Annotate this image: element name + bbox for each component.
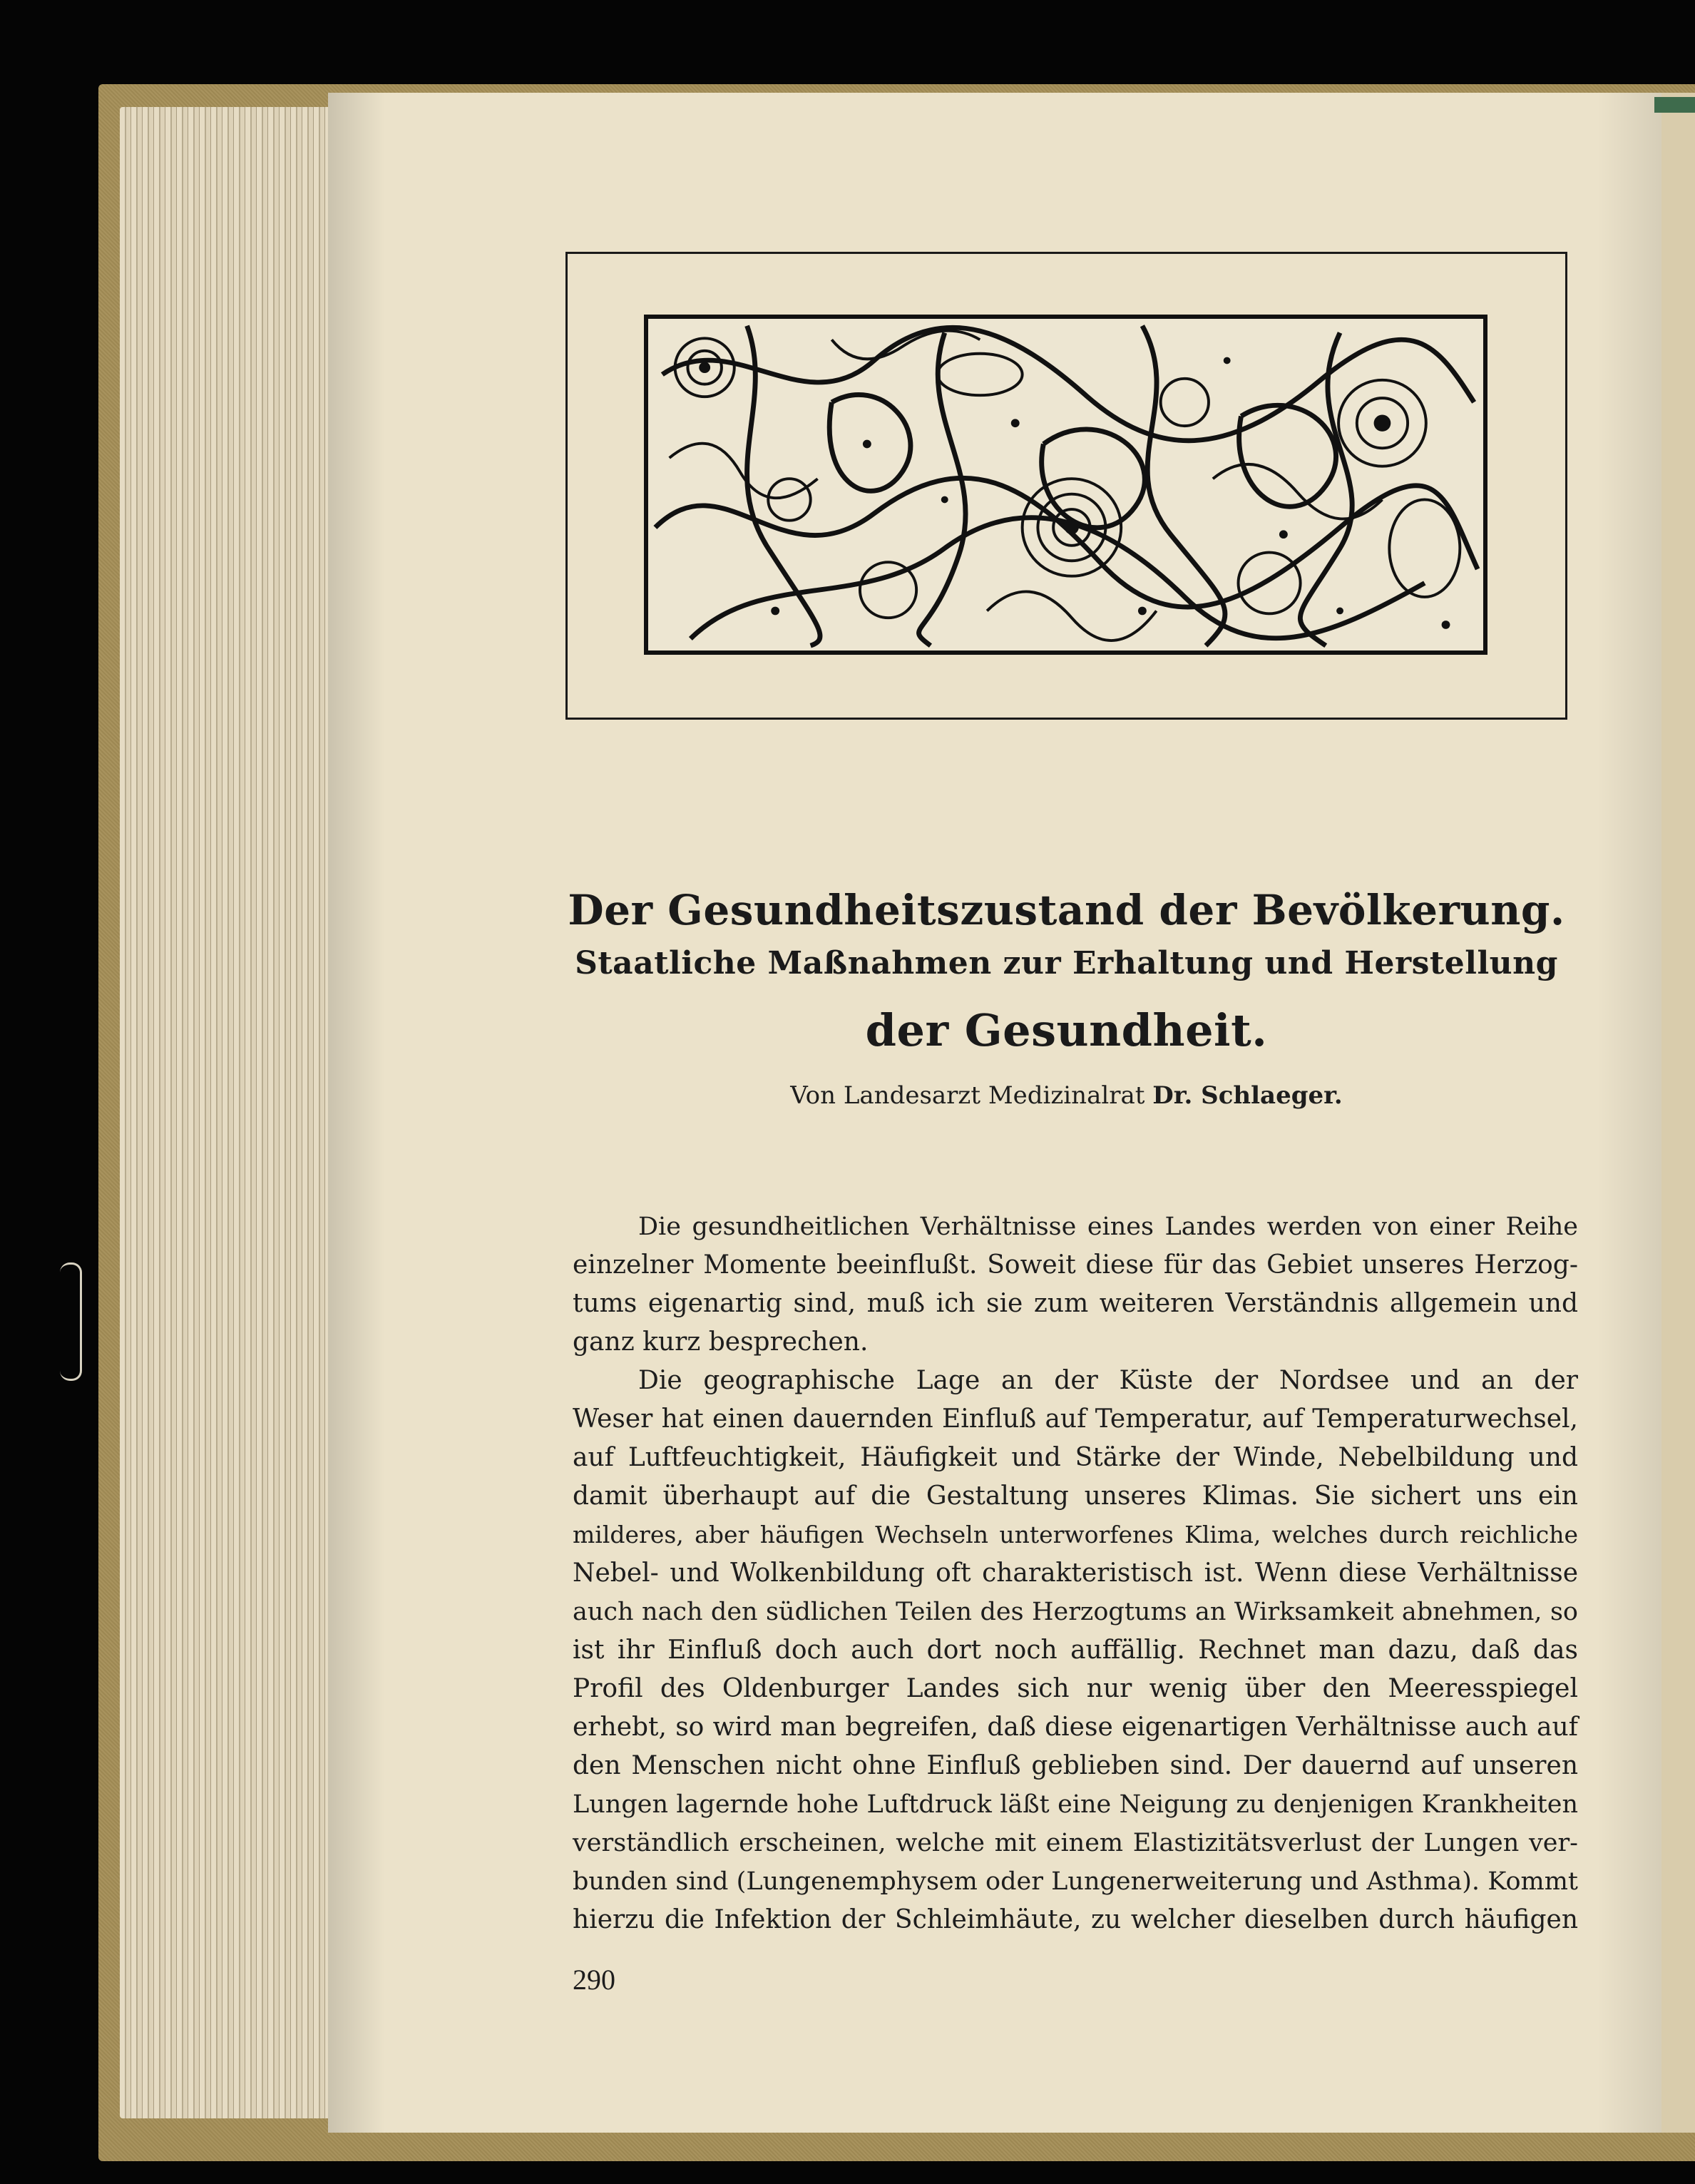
- body-line: ist ihr Einfluß doch auch dort noch auffällig. Rechnet man dazu, daß das: [573, 1636, 1578, 1665]
- body-line: Weser hat einen dauernden Einfluß auf Temperatur, auf Temperaturwechsel,: [573, 1404, 1578, 1434]
- body-line: milderes, aber häufigen Wechseln unterworfenes Klima, welches durch reichliche: [573, 1521, 1578, 1548]
- body-line: Die geographische Lage an der Küste der Nordsee und an der: [638, 1366, 1578, 1395]
- body-line: Lungen lagernde hohe Luftdruck läßt eine Neigung zu denjenigen Krankheiten: [573, 1790, 1578, 1819]
- page-number: 290: [573, 1964, 615, 1996]
- floral-ornament-icon: [648, 319, 1483, 650]
- body-line: verständlich erscheinen, welche mit einem Elastizitätsverlust der Lungen ver-: [573, 1829, 1578, 1857]
- byline: [565, 1081, 1567, 1110]
- body-line: damit überhaupt auf die Gestaltung unseres Klimas. Sie sichert uns ein: [573, 1481, 1578, 1511]
- sewing-thread: [60, 1262, 82, 1381]
- body-line: auf Luftfeuchtigkeit, Häufigkeit und Stärke der Winde, Nebelbildung und: [573, 1443, 1578, 1472]
- body-line: Die gesundheitlichen Verhältnisse eines Landes werden von einer Reihe: [638, 1213, 1578, 1241]
- body-line: auch nach den südlichen Teilen des Herzogtums an Wirksamkeit abnehmen, so: [573, 1598, 1578, 1626]
- page-edges: [120, 107, 348, 2118]
- body-line: den Menschen nicht ohne Einfluß geblieben sind. Der dauernd auf unseren: [573, 1751, 1578, 1780]
- bookmark-thread: [1654, 97, 1695, 113]
- byline-prefix: Von Landesarzt Medizinalrat: [790, 1081, 1145, 1110]
- body-line: Nebel- und Wolkenbildung oft charakteristisch ist. Wenn diese Verhältnisse: [573, 1558, 1578, 1588]
- body-line: erhebt, so wird man begreifen, daß diese eigenartigen Verhältnisse auch auf: [573, 1713, 1578, 1742]
- article-title-line-1: Der Gesundheitszustand der Bevölkerung.: [568, 886, 1565, 934]
- article-title-line-2: Staatliche Maßnahmen zur Erhaltung und Herstellung: [575, 945, 1558, 981]
- body-line: einzelner Momente beeinflußt. Soweit diese für das Gebiet unseres Herzog-: [573, 1250, 1578, 1280]
- article-title-line-3: der Gesundheit.: [865, 1004, 1268, 1056]
- byline-author: Dr. Schlaeger.: [1152, 1081, 1343, 1110]
- body-line: Profil des Oldenburger Landes sich nur wenig über den Meeresspiegel: [573, 1674, 1578, 1703]
- ornamental-headpiece: [644, 315, 1487, 655]
- body-line: tums eigenartig sind, muß ich sie zum weiteren Verständnis allgemein und: [573, 1289, 1578, 1318]
- body-line: hierzu die Infektion der Schleimhäute, zu welcher dieselben durch häufigen: [573, 1905, 1578, 1934]
- body-line: bunden sind (Lungenemphysem oder Lungenerweiterung und Asthma). Kommt: [573, 1867, 1578, 1896]
- right-page-edge: [1661, 93, 1695, 2133]
- body-line: ganz kurz besprechen.: [573, 1327, 869, 1357]
